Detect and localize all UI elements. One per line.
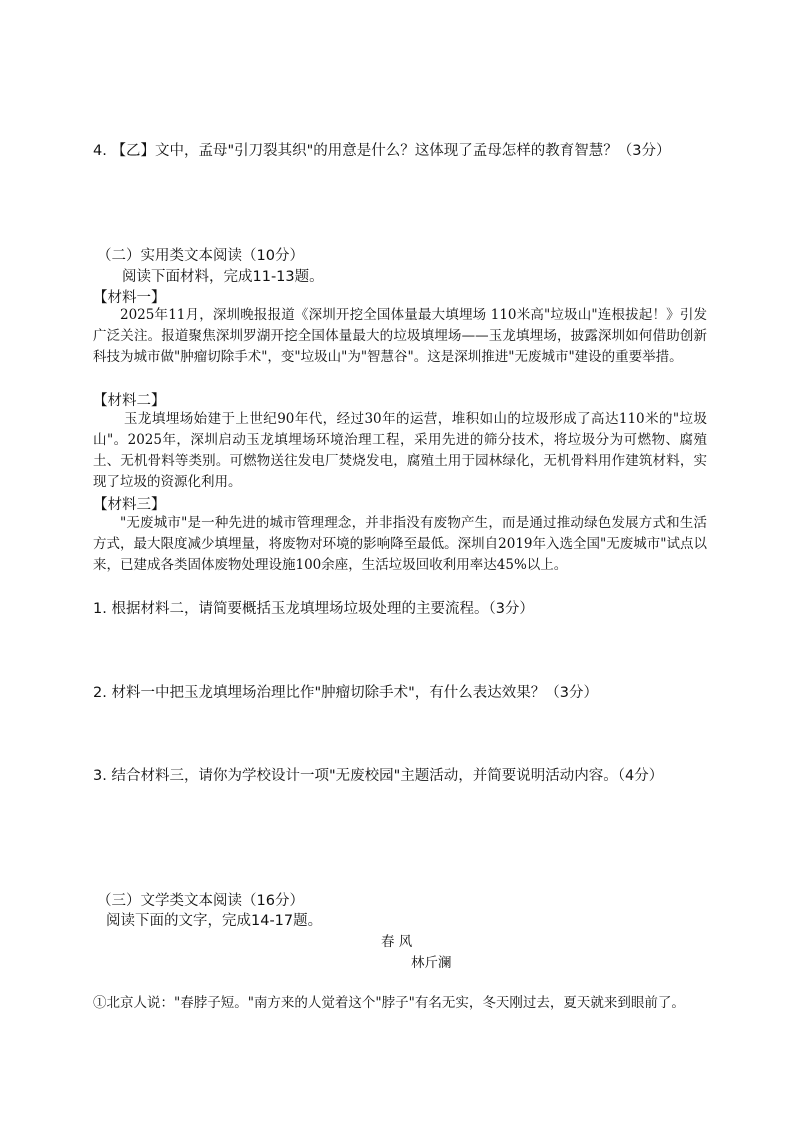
question-1: 1. 根据材料二，请简要概括玉龙填埋场垃圾处理的主要流程。（3分） — [93, 601, 534, 617]
section-2-title: （二）实用类文本阅读（10分） — [97, 248, 304, 264]
question-2: 2. 材料一中把玉龙填埋场治理比作"肿瘤切除手术"，有什么表达效果？（3分） — [93, 685, 599, 701]
material-2-heading: 【材料二】 — [93, 393, 166, 409]
question-3: 3. 结合材料三，请你为学校设计一项"无废校园"主题活动，并简要说明活动内容。（4分） — [93, 768, 664, 784]
article-author: 林斤澜 — [411, 955, 452, 971]
material-3-text: "无废城市"是一种先进的城市管理理念，并非指没有废物产生，而是通过推动绿色发展方式和生活方式，最大限度减少填埋量，将废物对环境的影响降至最低。深圳自2019年入选全国"无废城市"试点以来，已建成各类固体废物处理设施100余座，生活垃圾回收利用率达45%以上。 — [93, 515, 707, 573]
section-2-instruction: 阅读下面材料，完成11-13题。 — [122, 269, 324, 285]
question-4: 4. 【乙】文中，孟母"引刀裂其织"的用意是什么？这体现了孟母怎样的教育智慧？（3分） — [93, 143, 671, 159]
material-1-heading: 【材料一】 — [93, 290, 166, 306]
article-paragraph-1: ①北京人说："春脖子短。"南方来的人觉着这个"脖子"有名无实，冬天刚过去，夏天就来到眼前了。 — [93, 995, 685, 1011]
material-1-text: 2025年11月，深圳晚报报道《深圳开挖全国体量最大填埋场 110米高"垃圾山"连根拔起！》引发广泛关注。报道聚焦深圳罗湖开挖全国体量最大的垃圾填埋场——玉龙填埋场，披露深圳如何借助创新科技为城市做"肿瘤切除手术"，变"垃圾山"为"智慧谷"。这是深圳推进"无废城市"建设的重要举措。 — [93, 307, 707, 365]
section-3-title: （三）文学类文本阅读（16分） — [97, 893, 304, 909]
section-3-instruction: 阅读下面的文字，完成14-17题。 — [106, 913, 323, 929]
material-2-text: 玉龙填埋场始建于上世纪90年代，经过30年的运营，堆积如山的垃圾形成了高达110米的"垃圾山"。2025年，深圳启动玉龙填埋场环境治理工程，采用先进的筛分技术，将垃圾分为可燃物、腐殖土、无机骨料等类别。可燃物送往发电厂焚烧发电，腐殖土用于园林绿化，无机骨料用作建筑材料，实现了垃圾的资源化利用。 — [93, 411, 707, 490]
article-title: 春 风 — [381, 934, 413, 950]
material-3-heading: 【材料三】 — [93, 497, 166, 513]
